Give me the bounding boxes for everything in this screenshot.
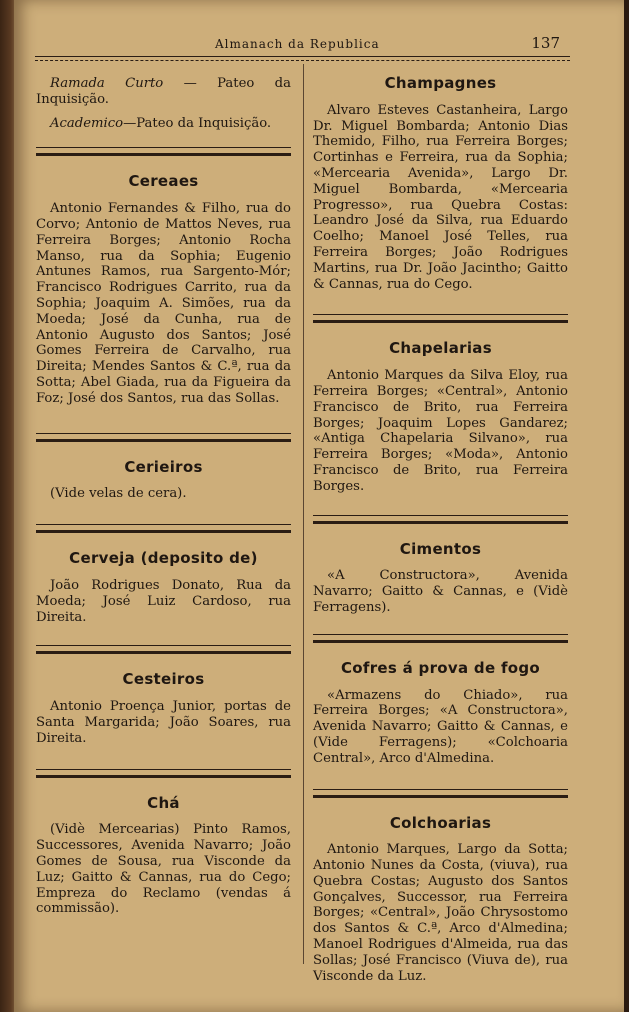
section-rule (36, 769, 291, 778)
entry-name: Academico (50, 115, 124, 131)
section-body-colchoarias: Antonio Marques, Largo da Sotta; Antonio Nunes da Costa, (viuva), rua Quebra Costas; Augusto dos Santos Gonçalves, Successor, rua Ferreira Borges; «Central», João Chrysostomo dos Santos & C.ª, Arco d'Almedina; Manoel Rodrigues d'Almeida, rua das Sollas; José Francisco (Viuva de), rua Visconde da Luz. (313, 842, 568, 984)
section-rule (313, 314, 568, 323)
section-rule (313, 634, 568, 643)
section-heading-cesteiros: Cesteiros (122, 670, 205, 689)
section-body-chapelarias: Antonio Marques da Silva Eloy, rua Ferreira Borges; «Central», Antonio Francisco de Brito, rua Ferreira Borges; Joaquim Lopes Gandarez; «Antiga Chapelaria Silvano», rua Ferreira Borges; «Moda», Antonio Francisco de Brito, rua Ferreira Borges. (313, 368, 568, 494)
section-body-cimentos: «A Constructora», Avenida Navarro; Gaitto & Cannas, e (Vidè Ferragens). (313, 568, 568, 615)
section-body-cereaes: Antonio Fernandes & Filho, rua do Corvo; Antonio de Mattos Neves, rua Ferreira Borges; Antonio Rocha Manso, rua da Sophia; Eugenio Antunes Ramos, rua Sargento-Mór; Francisco Rodrigues Carrito, rua da Sophia; Joaquim A. Simões, rua da Moeda; José da Cunha, rua de Antonio Augusto dos Santos; José Gomes Ferreira de Carvalho, rua Direita; Mendes Santos & C.ª, rua da Sotta; Abel Giada, rua da Figueira da Foz; José dos Santos, rua das Sollas. (36, 201, 291, 406)
section-body-cofres: «Armazens do Chiado», rua Ferreira Borges; «A Constructora», Avenida Navarro; Gaitto & Cannas, e (Vide Ferragens); «Colchoaria Central», Arco d'Almedina. (313, 687, 568, 766)
entry-name: Ramada Curto (50, 76, 164, 91)
column-divider (303, 64, 304, 964)
section-heading-cereaes: Cereaes (128, 172, 199, 191)
section-body-cha: (Vidè Mercearias) Pinto Ramos, Successores, Avenida Navarro; João Gomes de Sousa, rua Visconde da Luz; Gaitto & Cannas, rua do Cego; Empreza do Reclamo (vendas á commissão). (36, 822, 291, 917)
section-heading-cha: Chá (147, 793, 180, 812)
section-body-champagnes: Alvaro Esteves Castanheira, Largo Dr. Miguel Bombarda; Antonio Dias Themido, Filho, rua Ferreira Borges; Cortinhas e Ferreira, rua da Sophia; «Mercearia Avenida», Largo Dr. Miguel Bombarda, «Mercearia Progresso», rua Quebra Costas: Leandro José da Silva, rua Eduardo Coelho; Manoel José Telles, rua Ferreira Borges; João Rodrigues Martins, rua Dr. João Jacintho; Gaitto & Cannas, rua do Cego. (313, 102, 568, 292)
section-heading-cerieiros: Cerieiros (124, 457, 203, 476)
section-heading-chapelarias: Chapelarias (389, 339, 492, 358)
section-rule (36, 524, 291, 533)
section-body-cesteiros: Antonio Proença Junior, portas de Santa Margarida; João Soares, rua Direita. (36, 699, 291, 746)
header-rule (35, 56, 570, 61)
section-body-cerieiros: (Vide velas de cera). (50, 486, 187, 502)
section-rule (36, 147, 291, 156)
section-rule (36, 645, 291, 654)
page-number: 137 (531, 34, 560, 52)
section-heading-colchoarias: Colchoarias (389, 813, 492, 832)
section-heading-cimentos: Cimentos (399, 539, 482, 558)
section-body-cerveja: João Rodrigues Donato, Rua da Moeda; José Luiz Cardoso, rua Direita. (36, 577, 291, 625)
left-column (36, 76, 291, 917)
entry-address: — Pateo da Inquisição. (36, 76, 291, 107)
section-rule (313, 515, 568, 524)
entry-ramada-curto (36, 76, 291, 108)
section-heading-cerveja: Cerveja (deposito de) (69, 549, 258, 568)
entry-address: —Pateo da Inquisição. (123, 115, 272, 131)
entry-academico (36, 116, 291, 132)
section-heading-cofres: Cofres á prova de fogo (340, 658, 541, 677)
section-heading-champagnes: Champagnes (384, 74, 497, 92)
right-column (313, 76, 568, 984)
section-rule (36, 433, 291, 442)
running-title: Almanach da Republica (215, 37, 380, 51)
page-header (35, 34, 570, 60)
section-rule (313, 789, 568, 798)
